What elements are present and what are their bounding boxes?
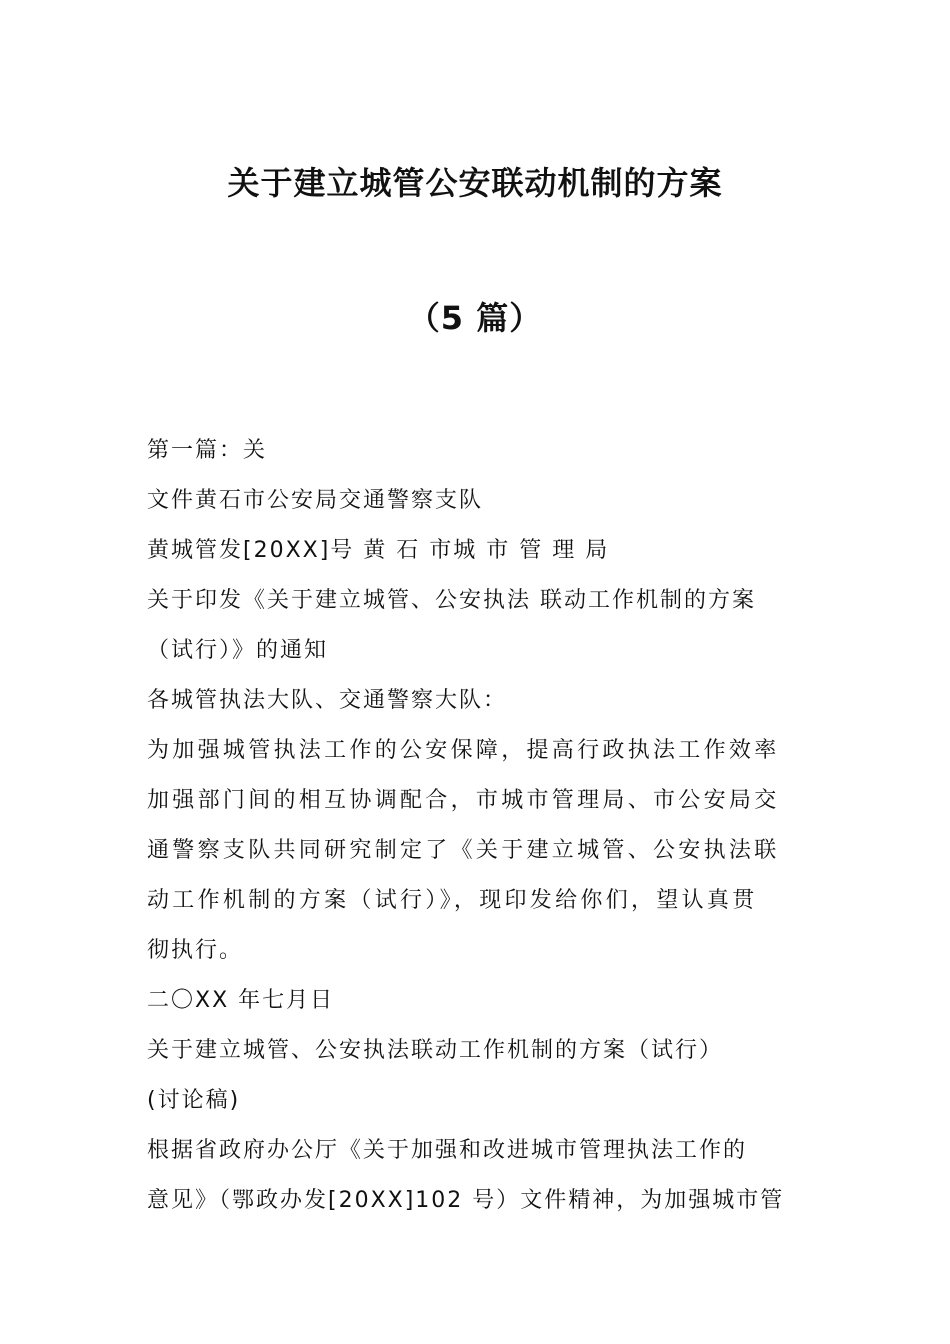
body-line: 关于建立城管、公安执法联动工作机制的方案（试行） <box>147 1038 724 1063</box>
body-line: 文件黄石市公安局交通警察支队 <box>147 488 484 513</box>
body-line: （试行）》的通知 <box>147 638 329 663</box>
body-line: 彻执行。 <box>147 938 244 963</box>
body-line: 二〇XX 年七月日 <box>147 988 335 1013</box>
body-line: 为加强城管执法工作的公安保障，提高行政执法工作效率 <box>147 738 780 763</box>
body-line: 动工作机制的方案（试行）》，现印发给你们，望认真贯 <box>147 888 758 913</box>
body-line: 各城管执法大队、交通警察大队： <box>147 688 508 713</box>
body-line: 关于印发《关于建立城管、公安执法 联动工作机制的方案 <box>147 588 756 613</box>
body-line: (讨论稿) <box>147 1088 241 1113</box>
document-title: 关于建立城管公安联动机制的方案 <box>227 164 723 202</box>
body-line: 意见》（鄂政办发[20XX]102 号）文件精神，为加强城市管 <box>147 1188 785 1213</box>
body-line: 黄城管发[20XX]号 黄 石 市城 市 管 理 局 <box>147 538 610 563</box>
body-line: 第一篇：关 <box>147 438 268 463</box>
document-subtitle: （5 篇） <box>407 299 543 337</box>
body-line: 加强部门间的相互协调配合，市城市管理局、市公安局交 <box>147 788 780 813</box>
document-body <box>147 426 807 1226</box>
body-line: 根据省政府办公厅《关于加强和改进城市管理执法工作的 <box>147 1138 748 1163</box>
body-line: 通警察支队共同研究制定了《关于建立城管、公安执法联 <box>147 838 780 863</box>
